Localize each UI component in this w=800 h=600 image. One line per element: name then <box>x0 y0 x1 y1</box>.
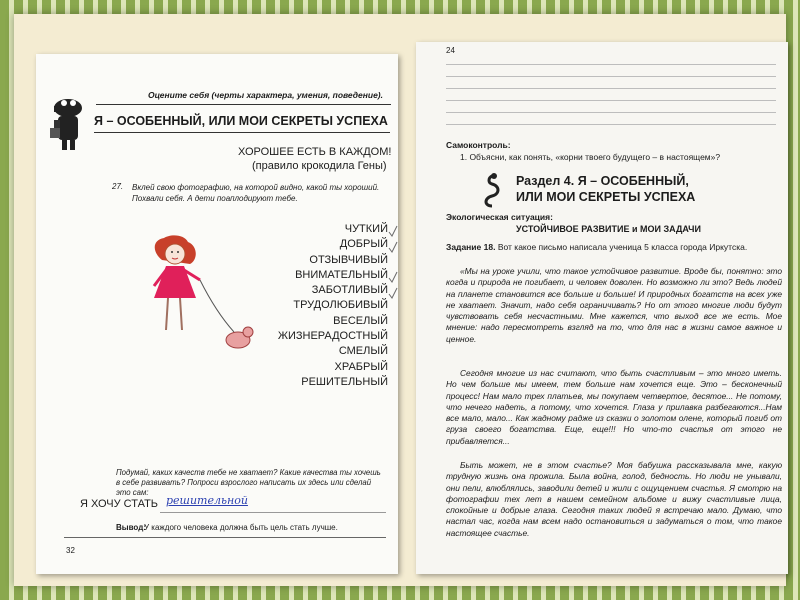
left-title: Я – ОСОБЕННЫЙ, ИЛИ МОИ СЕКРЕТЫ УСПЕХА <box>94 114 388 128</box>
eco-title: УСТОЙЧИВОЕ РАЗВИТИЕ и МОИ ЗАДАЧИ <box>516 224 701 234</box>
left-page-number: 32 <box>66 546 75 555</box>
crocodile-icon <box>46 94 90 154</box>
section-title-2: ИЛИ МОИ СЕКРЕТЫ УСПЕХА <box>516 190 696 204</box>
task-text: Вклей свою фотографию, на которой видно, какой ты хороший. Похвали себя. А дети поаплодируют тебе. <box>132 183 380 203</box>
qualities-list <box>258 222 388 390</box>
quality-item: ТРУДОЛЮБИВЫЙ <box>293 299 388 312</box>
left-page <box>36 54 398 574</box>
task-number: 27. <box>112 182 124 191</box>
quality-item: РЕШИТЕЛЬНЫЙ <box>301 375 388 388</box>
self-control-label: Самоконтроль: <box>446 140 511 150</box>
right-page <box>416 42 788 574</box>
conclusion-label: Вывод: <box>116 523 146 532</box>
eco-label: Экологическая ситуация: <box>446 212 553 222</box>
task-18-label: Задание 18. <box>446 242 496 252</box>
quality-item: ОТЗЫВЧИВЫЙ <box>309 253 388 266</box>
good-line-1: ХОРОШЕЕ ЕСТЬ В КАЖДОМ! <box>238 146 392 158</box>
letter-paragraph-2: Сегодня многие из нас считают, что быть счастливым – это много иметь. Но чем больше мы имеем, тем больше нам хочется еще. Это – бесконечный процесс! Нам мало трех платьев, мы покупаем четвертое, десятое... Не потому, что нечего надеть, а потому, что хочется. Глаза у прилавка разбегаются...Нам все мало, мало... Как жадному радже из сказки о золотом олене, который погиб от груза своего богатства. Еще, еще!!! Но что-то счастья от этого не прибавляется... <box>446 368 782 446</box>
quality-item: ВЕСЕЛЫЙ <box>333 314 388 327</box>
good-line-2: (правило крокодила Гены) <box>252 160 387 172</box>
quality-item: ЗАБОТЛИВЫЙ <box>311 284 388 297</box>
want-value[interactable]: решительной <box>166 494 248 507</box>
quality-item: ЖИЗНЕРАДОСТНЫЙ <box>277 330 388 343</box>
section-title-1: Раздел 4. Я – ОСОБЕННЫЙ, <box>516 174 689 188</box>
right-page-number: 24 <box>446 46 455 55</box>
quality-item: ДОБРЫЙ <box>339 238 388 251</box>
quality-item: ЧУТКИЙ <box>344 223 388 235</box>
task-18-text: Вот какое письмо написала ученица 5 класса города Иркутска. <box>497 242 748 252</box>
letter-paragraph-1: «Мы на уроке учили, что такое устойчивое развитие. Вроде бы, понятно: это когда и природа не погибает, и человек доволен. Но возможно ли это? Ведь людей на планете становится все больше и больше! И природных богатств на всех уже не хватает. Значит, надо себя ограничивать? Но от этого многие люди будут чувствовать себя несчастными. Мне кажется, что выход все же есть. Мое мнение: надо пересмотреть взгляд на то, что для нас в жизни самое важное и ценное. <box>446 266 782 344</box>
quality-item: ХРАБРЫЙ <box>334 360 388 373</box>
letter-paragraph-3: Быть может, не в этом счастье? Моя бабушка рассказывала мне, какую трудную жизнь она прожила. Была война, голод, бедность. Но люди не унывали, они пели, влюблялись, заводили детей и жили с ощущением счастья. Я смотрю на фотографии тех лет в нашем семейном альбоме и вижу счастливые лица, спокойные и добрые глаза. Сегодня таких людей я встречаю мало. Думаю, что настал час, когда нам всем надо остановиться и задуматься о том, что такое настоящее счастье. <box>446 460 782 538</box>
task-18 <box>446 242 782 254</box>
left-header: Оцените себя (черты характера, умения, поведение). <box>148 90 383 100</box>
slide-frame <box>14 14 786 586</box>
self-control-question: 1. Объясни, как понять, «корни твоего будущего – в настоящем»? <box>460 152 721 162</box>
quality-item: СМЕЛЫЙ <box>338 345 388 358</box>
conclusion-text: У каждого человека должна быть цель стать лучше. <box>144 523 338 532</box>
question-text: Подумай, каких качеств тебе не хватает? Какие качества ты хочешь в себе развивать? Попроси взрослого написать их здесь или сделай это сам: <box>116 468 381 497</box>
child-drawing <box>144 232 254 362</box>
want-label: Я ХОЧУ СТАТЬ <box>80 498 159 510</box>
snake-icon <box>482 172 506 208</box>
checkmark-icon <box>388 224 398 304</box>
quality-item: ВНИМАТЕЛЬНЫЙ <box>295 268 388 281</box>
